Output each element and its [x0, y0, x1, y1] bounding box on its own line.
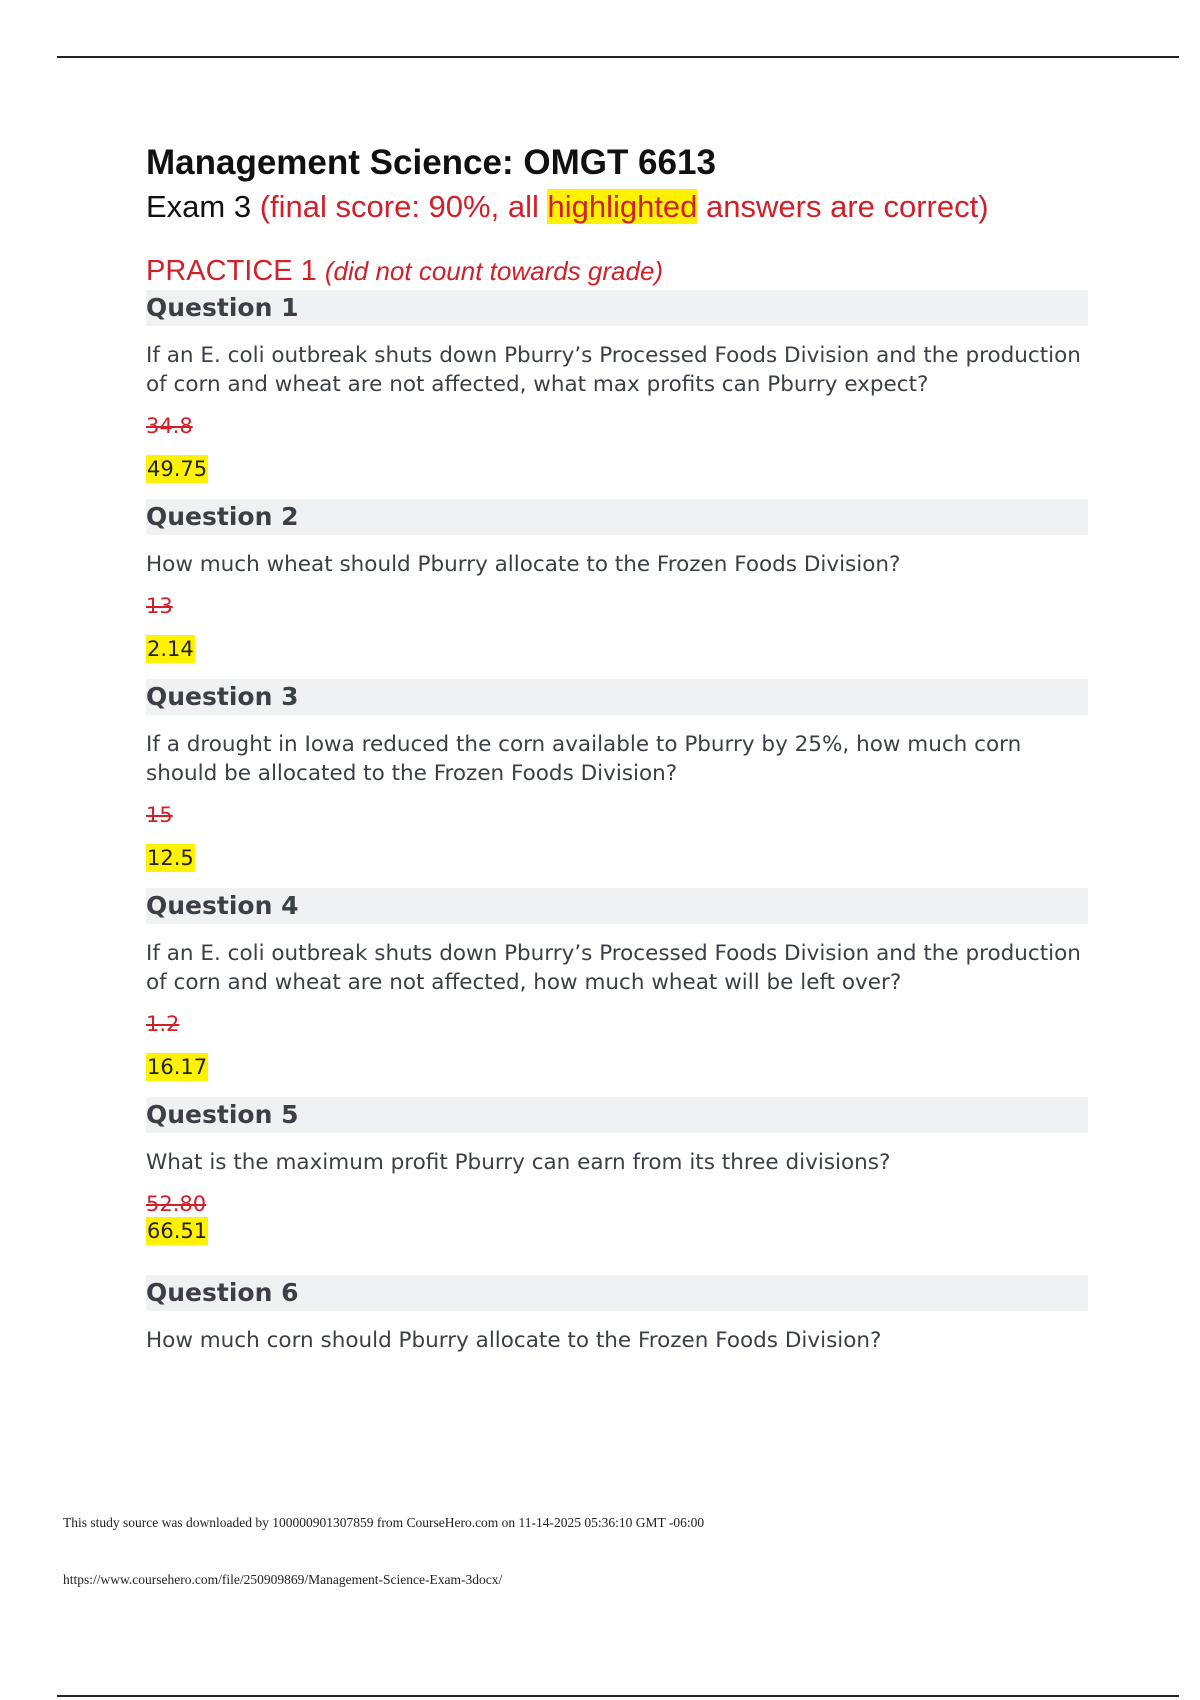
question-block: [146, 290, 1088, 483]
question-text: If an E. coli outbreak shuts down Pburry’s Processed Foods Division and the production of corn and wheat are not affected, what max profits can Pburry expect?: [146, 343, 1081, 397]
wrong-answer: 15: [146, 803, 173, 827]
exam-subtitle: [146, 186, 1088, 228]
question-heading: Question 4: [146, 888, 1088, 924]
practice-heading: [146, 252, 1088, 290]
exam-label: Exam 3: [146, 189, 260, 224]
bottom-rule: [57, 1695, 1179, 1697]
correct-answer: 2.14: [147, 637, 194, 661]
correct-answer: 16.17: [147, 1055, 208, 1079]
score-note: [260, 189, 989, 224]
question-heading: Question 6: [146, 1275, 1088, 1311]
question-heading: Question 3: [146, 679, 1088, 715]
question-block: [146, 1097, 1088, 1245]
score-note-start: (final score: 90%, all: [259, 189, 548, 224]
practice-label: PRACTICE 1: [146, 255, 325, 287]
question-text: If a drought in Iowa reduced the corn available to Pburry by 25%, how much corn should be allocated to the Frozen Foods Division?: [146, 732, 1022, 786]
document-title: Management Science: OMGT 6613: [146, 143, 716, 182]
question-heading: Question 2: [146, 499, 1088, 535]
score-note-end: answers are correct): [697, 189, 989, 224]
question-block: [146, 679, 1088, 872]
question-text: What is the maximum profit Pburry can earn from its three divisions?: [146, 1150, 891, 1175]
question-text: How much wheat should Pburry allocate to the Frozen Foods Division?: [146, 552, 901, 577]
question-block: [146, 1275, 1088, 1355]
correct-answer: 66.51: [147, 1219, 208, 1243]
source-url[interactable]: https://www.coursehero.com/file/250909869/Management-Science-Exam-3docx/: [63, 1572, 503, 1587]
question-block: [146, 499, 1088, 663]
wrong-answer: 13: [146, 594, 173, 618]
top-rule: [57, 56, 1179, 58]
question-text: How much corn should Pburry allocate to the Frozen Foods Division?: [146, 1328, 882, 1353]
practice-note: (did not count towards grade): [324, 256, 664, 286]
question-heading: Question 1: [146, 290, 1088, 326]
wrong-answer: 52.80: [146, 1192, 207, 1216]
wrong-answer: 34.8: [146, 414, 193, 438]
document-body: [146, 140, 1088, 1355]
download-note: This study source was downloaded by 100000901307859 from CourseHero.com on 11-14-2025 05:36:10 GMT -06:00: [63, 1515, 705, 1530]
question-text: If an E. coli outbreak shuts down Pburry’s Processed Foods Division and the production of corn and wheat are not affected, how much wheat will be left over?: [146, 941, 1081, 995]
wrong-answer: 1.2: [146, 1012, 180, 1036]
question-heading: Question 5: [146, 1097, 1088, 1133]
correct-answer: 49.75: [147, 457, 208, 481]
question-block: [146, 888, 1088, 1081]
highlighted-word: highlighted: [547, 189, 698, 224]
correct-answer: 12.5: [147, 846, 194, 870]
